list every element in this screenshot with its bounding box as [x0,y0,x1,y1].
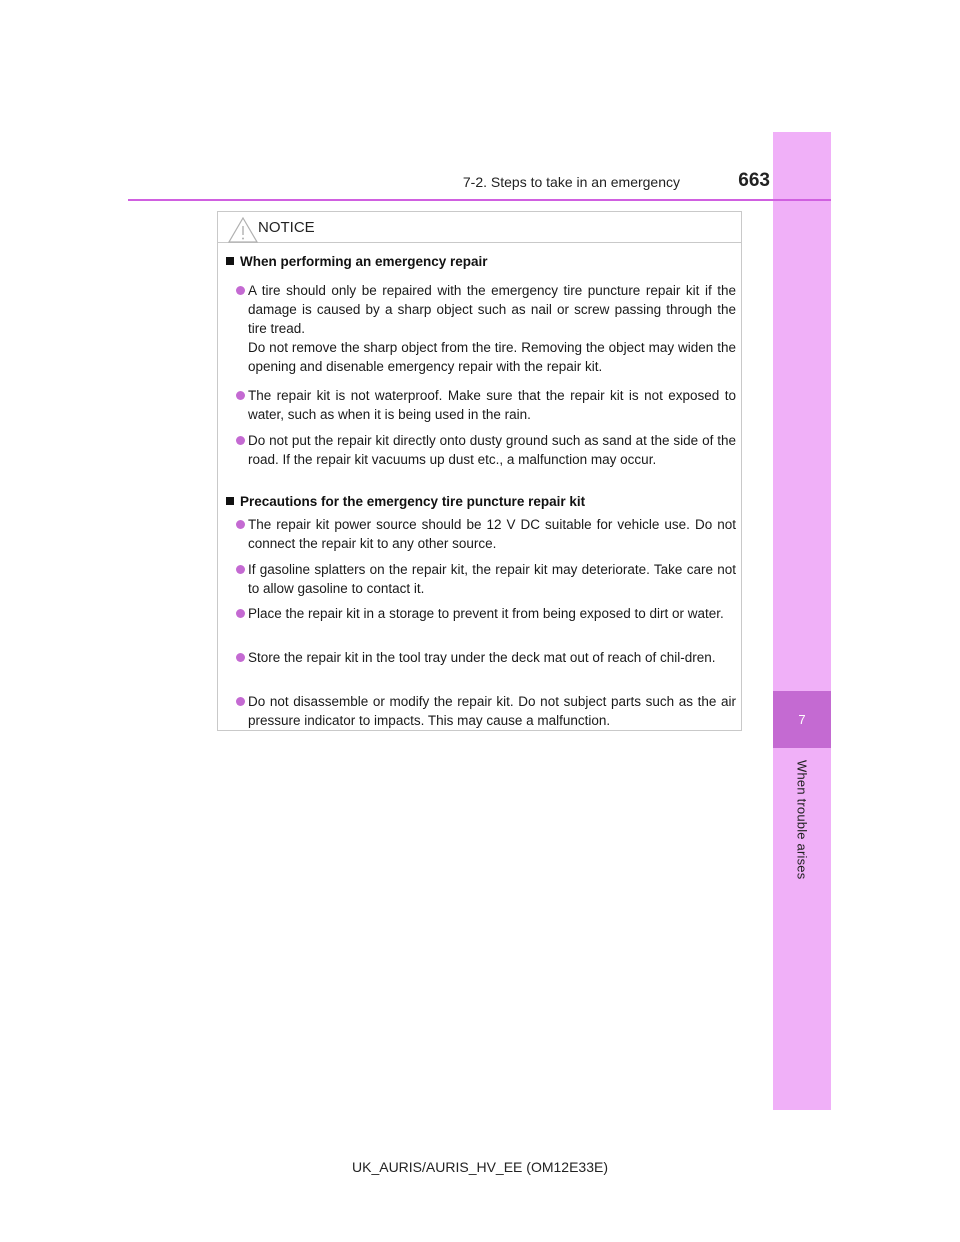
list-item [248,560,736,598]
square-bullet-icon [226,497,234,505]
notice-header [218,212,741,243]
list-item-text: Do not disassemble or modify the repair kit. Do not subject parts such as the air pressure indicator to impacts. This may cause a malfunction. [248,694,736,728]
chapter-number-tab[interactable] [773,691,831,748]
list-item-text: The repair kit is not waterproof. Make sure that the repair kit is not exposed to water, such as when it is being used in the rain. [248,388,736,422]
list-item [248,386,736,424]
section-heading: 7-2. Steps to take in an emergency [462,174,680,190]
page-number: 663 [738,170,770,191]
header-divider [128,199,831,201]
bullet-dot-icon [236,286,245,295]
notice-title: NOTICE [258,219,315,236]
section-heading-text: Precautions for the emergency tire puncture repair kit [240,494,586,509]
list-item-text: A tire should only be repaired with the emergency tire puncture repair kit if the damage is caused by a sharp object such as nail or screw passing through the tire tread. [248,283,736,336]
section-heading-emergency-repair [226,254,488,269]
bullet-dot-icon [236,653,245,662]
warning-triangle-icon [228,217,258,243]
section-heading-precautions [226,494,585,509]
list-item [248,604,736,623]
chapter-tab-strip [773,132,831,1110]
section-heading-text: When performing an emergency repair [240,254,488,269]
list-item-text: Place the repair kit in a storage to prevent it from being exposed to dirt or water. [248,606,724,621]
notice-box [217,211,742,731]
list-item [248,431,736,469]
chapter-label [757,760,847,880]
bullet-dot-icon [236,609,245,618]
bullet-dot-icon [236,520,245,529]
document-code-footer: UK_AURIS/AURIS_HV_EE (OM12E33E) [352,1159,608,1175]
bullet-dot-icon [236,565,245,574]
chapter-label-text: When trouble arises [794,760,810,880]
bullet-dot-icon [236,697,245,706]
list-item-text: The repair kit power source should be 12 V DC suitable for vehicle use. Do not connect the repair kit to any other source. [248,517,736,551]
square-bullet-icon [226,257,234,265]
list-item-text: If gasoline splatters on the repair kit, the repair kit may deteriorate. Take care not to allow gasoline to contact it. [248,562,736,596]
list-item [248,648,736,667]
list-item-text: Store the repair kit in the tool tray under the deck mat out of reach of chil-dren. [248,650,716,665]
bullet-dot-icon [236,391,245,400]
bullet-dot-icon [236,436,245,445]
list-item-text: Do not remove the sharp object from the tire. Removing the object may widen the opening and disenable emergency repair with the repair kit. [248,340,736,374]
chapter-number: 7 [798,712,806,727]
list-item [248,692,736,730]
list-item [248,281,736,376]
list-item-text: Do not put the repair kit directly onto dusty ground such as sand at the side of the road. If the repair kit vacuums up dust etc., a malfunction may occur. [248,433,736,467]
list-item [248,515,736,553]
